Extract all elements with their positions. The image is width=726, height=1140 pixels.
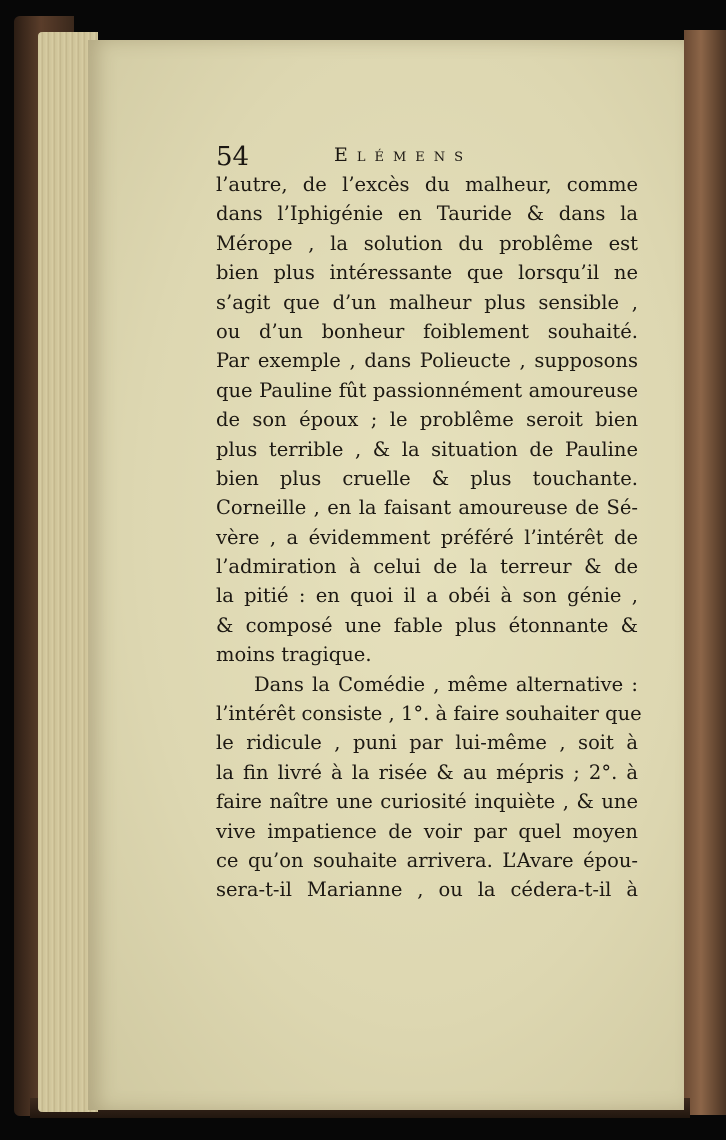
text-line: la pitié : en quoi il a obéi à son génie , [216, 584, 638, 608]
running-head: Elémens [334, 144, 473, 166]
text-line: Dans la Comédie , même alternative : [254, 672, 638, 696]
text-line: faire naître une curiosité inquiète , & une [216, 790, 638, 814]
text-line: moins tragique. [216, 643, 372, 667]
text-line: & composé une fable plus étonnante & [216, 613, 638, 637]
text-line: ou d’un bonheur foiblement souhaité. [216, 319, 638, 343]
body-text [216, 170, 642, 905]
text-line: Corneille , en la faisant amoureuse de Sé- [216, 496, 638, 520]
page-number: 54 [216, 142, 250, 172]
text-line: ce qu’on souhaite arrivera. L’Avare épou- [216, 848, 638, 872]
text-line: sera-t-il Marianne , ou la cédera-t-il à [216, 878, 638, 902]
text-line: l’intérêt consiste , 1°. à faire souhaiter que [216, 702, 642, 726]
text-line: plus terrible , & la situation de Pauline [216, 437, 638, 461]
text-line: que Pauline fût passionnément amoureuse [216, 378, 638, 402]
text-line: vive impatience de voir par quel moyen [216, 819, 638, 843]
text-line: Par exemple , dans Polieucte , supposons [216, 349, 638, 373]
text-line: la fin livré à la risée & au mépris ; 2°. à [216, 760, 638, 784]
text-line: le ridicule , puni par lui-même , soit à [216, 731, 638, 755]
text-line: l’admiration à celui de la terreur & de [216, 555, 638, 579]
text-line: l’autre, de l’excès du malheur, comme [216, 173, 638, 196]
text-line: bien plus cruelle & plus touchante. [216, 466, 638, 490]
text-line: vère , a évidemment préféré l’intérêt de [216, 525, 638, 549]
text-line: Mérope , la solution du problême est [216, 231, 638, 255]
text-line: bien plus intéressante que lorsqu’il ne [216, 261, 638, 285]
text-line: s’agit que d’un malheur plus sensible , [216, 290, 638, 314]
book-cover-right [684, 30, 726, 1115]
text-line: dans l’Iphigénie en Tauride & dans la [216, 202, 638, 226]
text-line: de son époux ; le problême seroit bien [216, 408, 638, 432]
